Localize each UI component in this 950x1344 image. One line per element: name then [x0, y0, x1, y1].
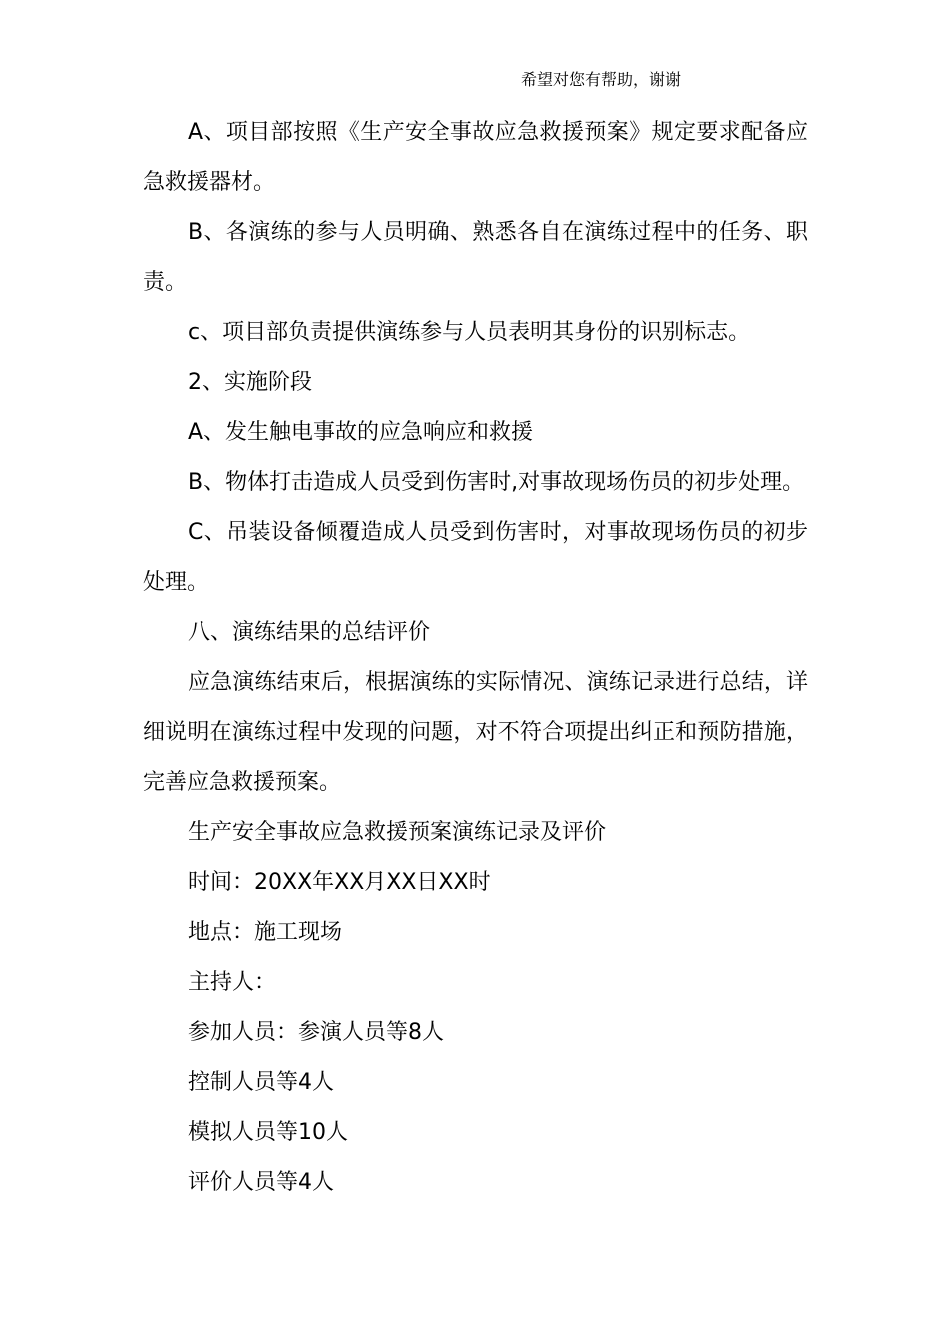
paragraph-identification: c、项目部负责提供演练参与人员表明其身份的识别标志。 — [188, 320, 751, 345]
paragraph-participants-duties: B、各演练的参与人员明确、熟悉各自在演练过程中的任务、职责。 — [143, 220, 808, 295]
paragraph-electric-shock: A、发生触电事故的应急响应和救援 — [188, 420, 534, 445]
record-time: 时间：20XX年XX月XX日XX时 — [188, 870, 491, 895]
section-heading-implementation: 2、实施阶段 — [188, 370, 312, 395]
document-body — [143, 108, 808, 1208]
paragraph-lifting-overturn: C、吊装设备倾覆造成人员受到伤害时，对事故现场伤员的初步处理。 — [143, 520, 808, 595]
paragraph-object-strike: B、物体打击造成人员受到伤害时,对事故现场伤员的初步处理。 — [188, 470, 805, 495]
record-title: 生产安全事故应急救援预案演练记录及评价 — [188, 820, 607, 845]
paragraph-equipment: A、项目部按照《生产安全事故应急救援预案》规定要求配备应急救援器材。 — [143, 120, 808, 195]
record-simulators: 模拟人员等10人 — [188, 1120, 348, 1145]
record-host: 主持人： — [188, 970, 277, 995]
record-evaluators: 评价人员等4人 — [188, 1170, 334, 1195]
record-location: 地点：施工现场 — [188, 920, 343, 945]
record-controllers: 控制人员等4人 — [188, 1070, 334, 1095]
section-heading-evaluation: 八、演练结果的总结评价 — [188, 620, 431, 645]
paragraph-summary: 应急演练结束后，根据演练的实际情况、演练记录进行总结，详细说明在演练过程中发现的问题，对不符合项提出纠正和预防措施，完善应急救援预案。 — [143, 670, 808, 795]
record-participants: 参加人员：参演人员等8人 — [188, 1020, 444, 1045]
header-note: 希望对您有帮助，谢谢 — [521, 70, 682, 89]
